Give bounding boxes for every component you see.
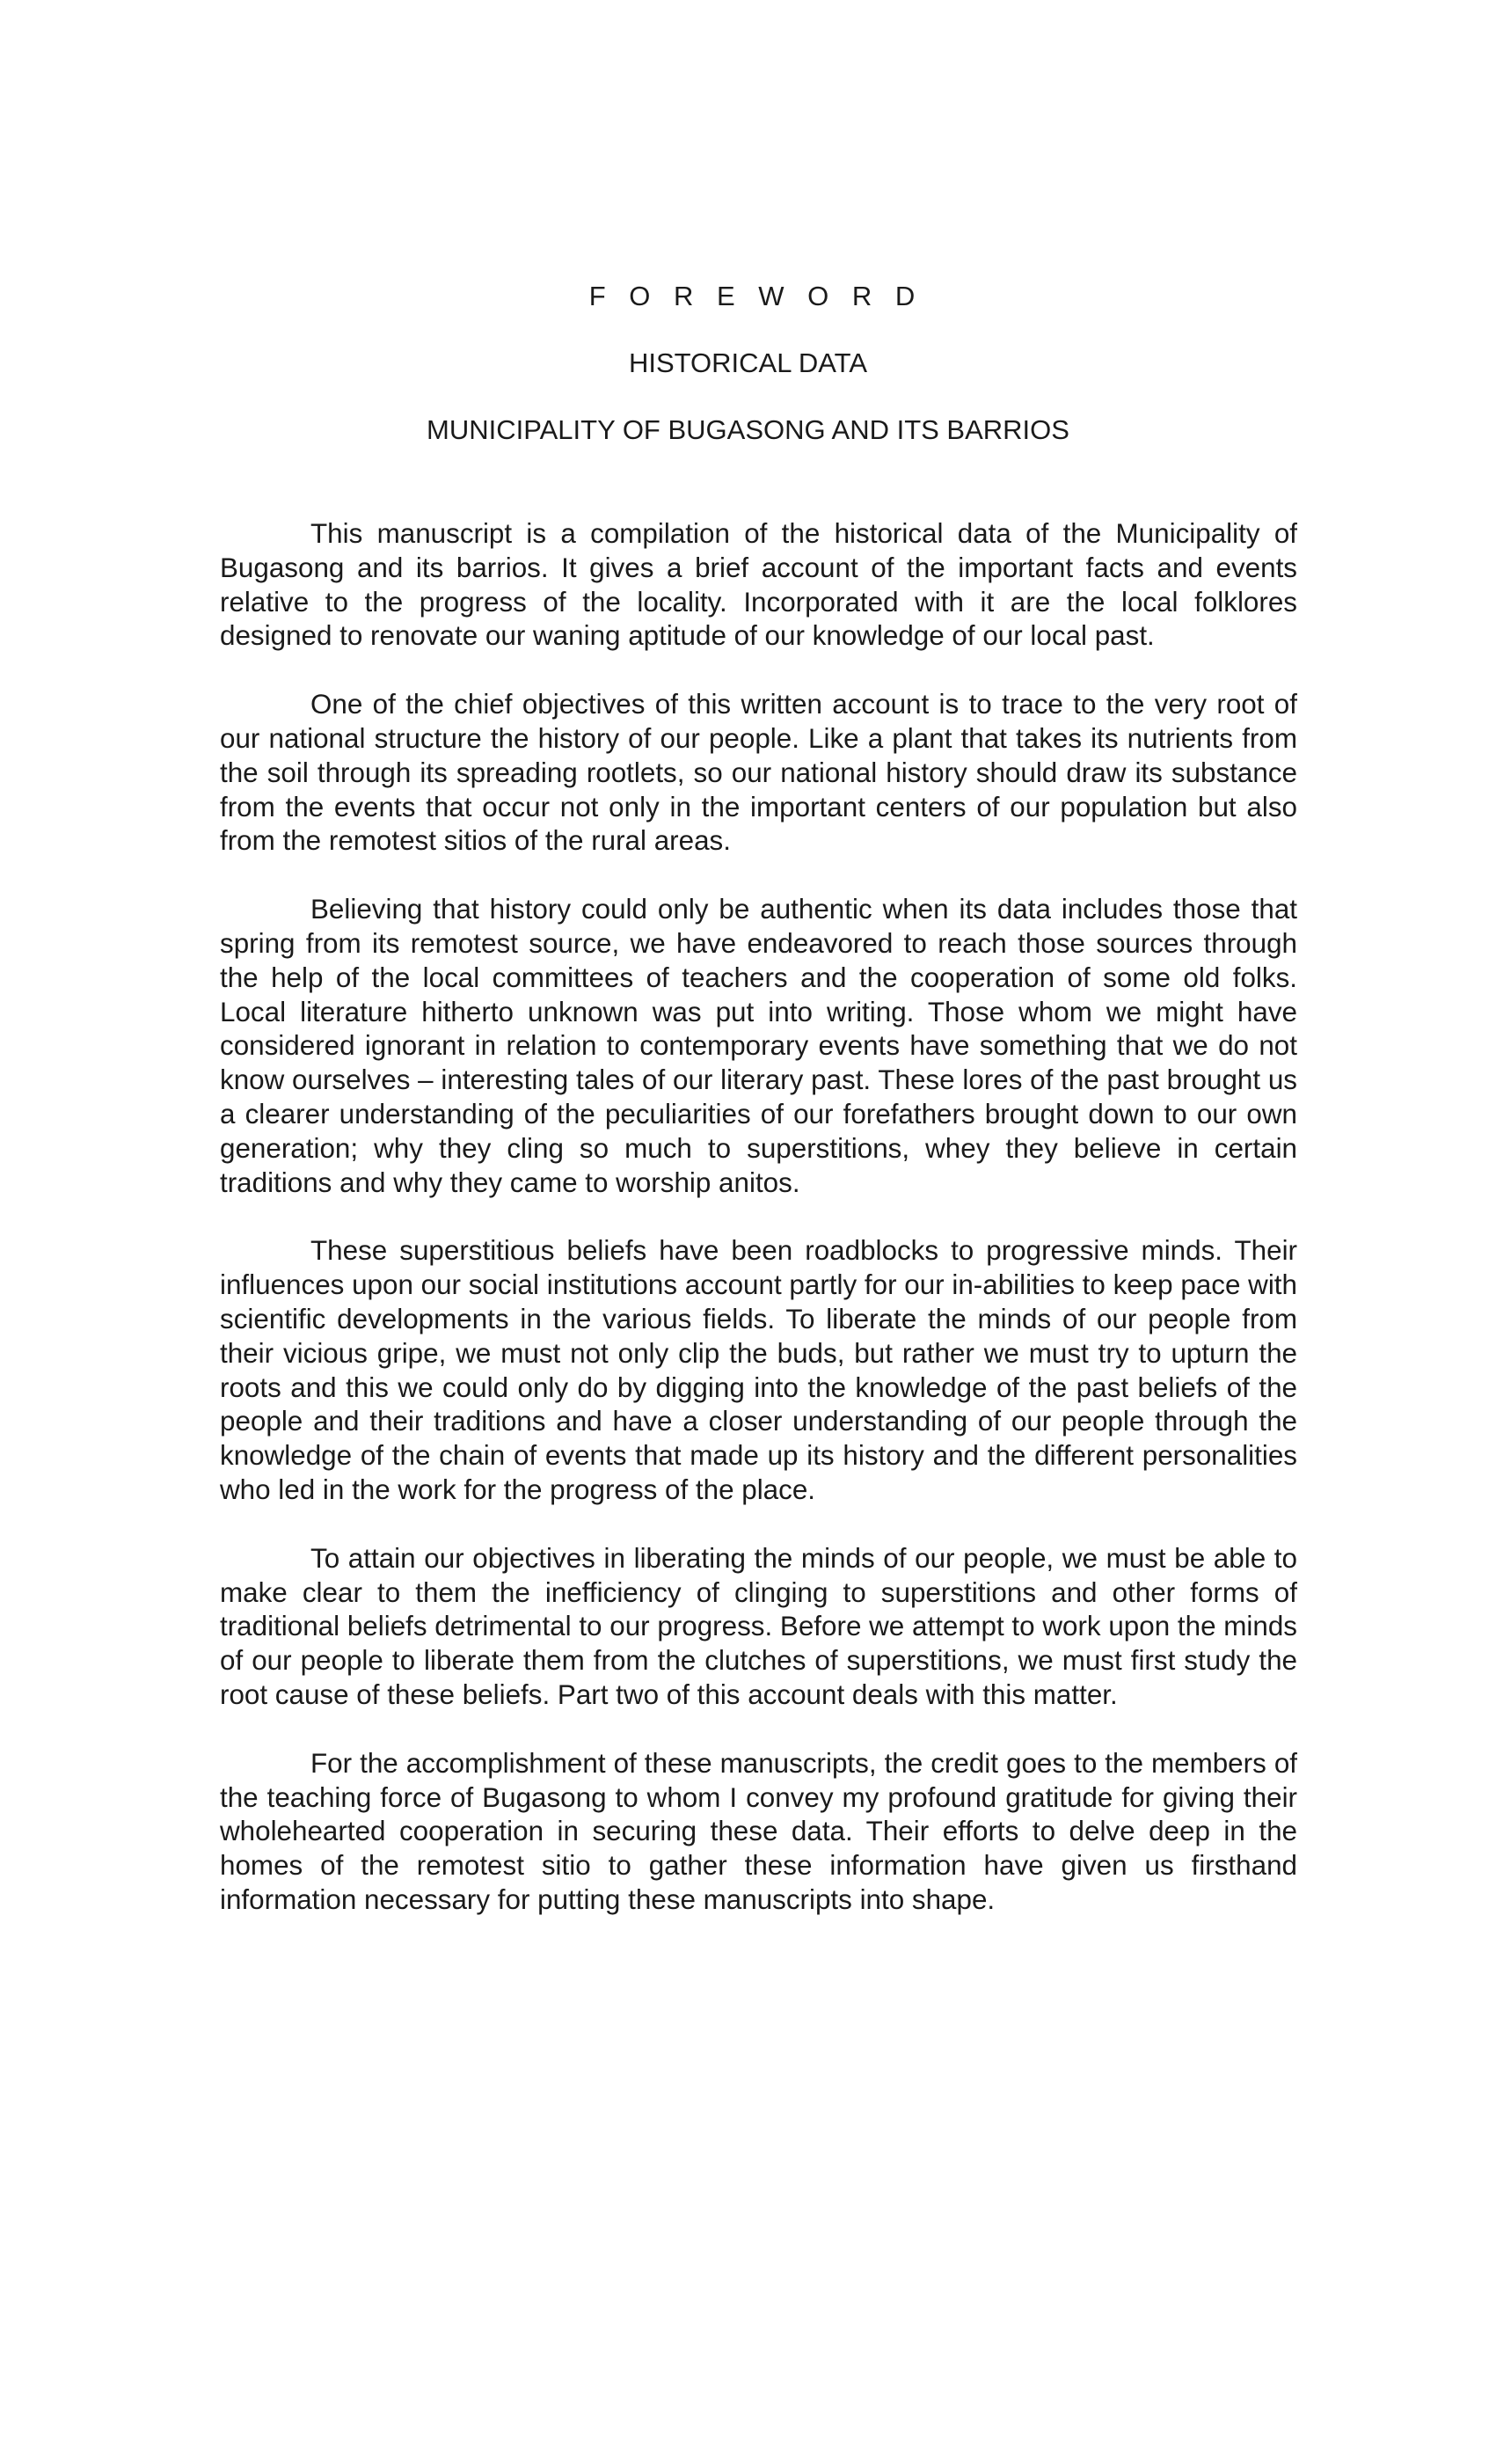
paragraph: This manuscript is a compilation of the historical data of the Municipality of Bugasong and its barrios. It gives a brief account of the important facts and events relative to the progress of the locality. Incorporated with it are the local folklores designed to renovate our waning aptitude of our knowledge of our local past. [220,518,1297,652]
document-body [220,517,1297,1952]
paragraph: For the accomplishment of these manuscripts, the credit goes to the members of the teaching force of Bugasong to whom I convey my profound gratitude for giving their wholehearted cooperation in securing these data. Their efforts to delve deep in the homes of the remotest sitio to gather these information have given us firsthand information necessary for putting these manuscripts into shape. [220,1747,1297,1915]
page-subtitle: HISTORICAL DATA [628,347,867,378]
paragraph: To attain our objectives in liberating the minds of our people, we must be able to make clear to them the inefficiency of clinging to superstitions and other forms of traditional beliefs detrimental to our progress. Before we attempt to work upon the minds of our people to liberate them from the clutches of superstitions, we must first study the root cause of these beliefs. Part two of this account deals with this matter. [220,1542,1297,1710]
paragraph: Believing that history could only be authentic when its data includes those that spring from its remotest source, we have endeavored to reach those sources through the help of the local committees of teachers and the cooperation of some old folks. Local literature hitherto unknown was put into writing. Those whom we might have considered ignorant in relation to contemporary events have something that we do not know ourselves – interesting tales of our literary past. These lores of the past brought us a clearer understanding of the peculiarities of our forefathers brought down to our own generation; why they cling so much to superstitions, whey they believe in certain traditions and why they came to worship anitos. [220,894,1297,1198]
paragraph: These superstitious beliefs have been roadblocks to progressive minds. Their influences upon our social institutions account partly for our in-abilities to keep pace with scientific developments in the various fields. To liberate the minds of our people from their vicious gripe, we must not only clip the buds, but rather we must try to upturn the roots and this we could only do by digging into the knowledge of the past beliefs of the people and their traditions and have a closer understanding of our people through the knowledge of the chain of events that made up its history and the different personalities who led in the work for the progress of the place. [220,1235,1297,1505]
page-title: F O R E W O R D [588,281,923,311]
paragraph: One of the chief objectives of this written account is to trace to the very root of our national structure the history of our people. Like a plant that takes its nutrients from the soil through its spreading rootlets, so our national history should draw its substance from the events that occur not only in the important centers of our population but also from the remotest sitios of the rural areas. [220,689,1297,857]
page-subtitle-municipality: MUNICIPALITY OF BUGASONG AND ITS BARRIOS [427,414,1069,445]
